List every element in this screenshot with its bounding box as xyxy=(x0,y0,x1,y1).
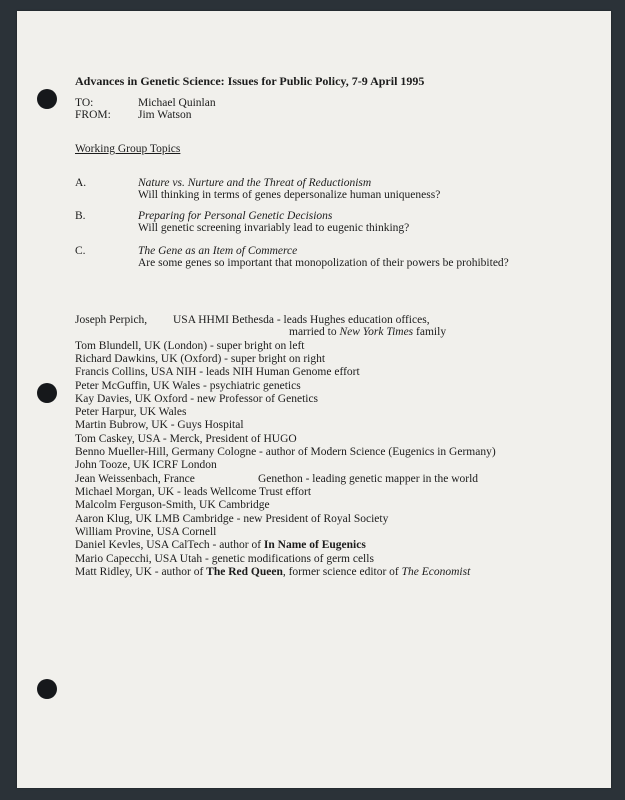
participant-entry: Aaron Klug, UK LMB Cambridge - new President of Royal Society xyxy=(75,513,389,525)
topic-question: Will genetic screening invariably lead to eugenic thinking? xyxy=(138,222,410,234)
participant-entry: Michael Morgan, UK - leads Wellcome Trust effort xyxy=(75,486,312,498)
participant-entry: Mario Capecchi, USA Utah - genetic modifications of germ cells xyxy=(75,553,374,565)
topic-title: Preparing for Personal Genetic Decisions xyxy=(138,210,333,222)
participant-entry: Peter McGuffin, UK Wales - psychiatric genetics xyxy=(75,380,301,392)
participant-desc: Genethon - leading genetic mapper in the world xyxy=(258,473,479,485)
topic-letter: B. xyxy=(75,210,86,222)
text-part: married to xyxy=(289,326,340,338)
punch-hole xyxy=(37,89,57,109)
participant-entry: Tom Blundell, UK (London) - super bright on left xyxy=(75,340,305,352)
topic-question: Are some genes so important that monopolization of their powers be prohibited? xyxy=(138,257,509,269)
participant-entry: Malcolm Ferguson-Smith, UK Cambridge xyxy=(75,499,270,511)
publication-title: New York Times xyxy=(339,326,414,338)
from-label: FROM: xyxy=(75,109,111,121)
book-title: In Name of Eugenics xyxy=(263,539,366,551)
to-label: TO: xyxy=(75,97,94,109)
topic-letter: A. xyxy=(75,177,87,189)
text-part: , former science editor of xyxy=(282,566,402,578)
punch-hole xyxy=(37,679,57,699)
participant-entry: William Provine, USA Cornell xyxy=(75,526,217,538)
topics-heading: Working Group Topics xyxy=(75,143,181,155)
participant-desc-continued xyxy=(289,326,446,339)
text-part: Matt Ridley, UK - author of xyxy=(75,566,207,578)
to-value: Michael Quinlan xyxy=(138,97,216,109)
participant-entry: John Tooze, UK ICRF London xyxy=(75,459,217,471)
topic-question: Will thinking in terms of genes depersonalize human uniqueness? xyxy=(138,189,441,201)
topic-title: Nature vs. Nurture and the Threat of Reductionism xyxy=(138,177,372,189)
book-title: The Red Queen xyxy=(206,566,283,578)
text-part: Daniel Kevles, USA CalTech - author of xyxy=(75,539,264,551)
participant-entry: Francis Collins, USA NIH - leads NIH Human Genome effort xyxy=(75,366,360,378)
participant-entry xyxy=(75,539,366,552)
from-value: Jim Watson xyxy=(138,109,192,121)
participant-name: Joseph Perpich, xyxy=(75,314,148,326)
participant-desc: USA HHMI Bethesda - leads Hughes education offices, xyxy=(173,314,430,326)
topic-letter: C. xyxy=(75,245,86,257)
participant-name: Jean Weissenbach, France xyxy=(75,473,195,485)
participant-entry: Kay Davies, UK Oxford - new Professor of Genetics xyxy=(75,393,319,405)
participant-entry xyxy=(75,566,470,579)
topic-title: The Gene as an Item of Commerce xyxy=(138,245,298,257)
participant-entry: Martin Bubrow, UK - Guys Hospital xyxy=(75,419,244,431)
document-page xyxy=(17,11,611,788)
punch-hole xyxy=(37,383,57,403)
publication-title: The Economist xyxy=(401,566,471,578)
participant-entry: Tom Caskey, USA - Merck, President of HUGO xyxy=(75,433,297,445)
participant-entry: Benno Mueller-Hill, Germany Cologne - author of Modern Science (Eugenics in Germany) xyxy=(75,446,496,458)
participant-entry: Richard Dawkins, UK (Oxford) - super bright on right xyxy=(75,353,326,365)
document-title: Advances in Genetic Science: Issues for Public Policy, 7-9 April 1995 xyxy=(75,74,425,88)
participant-entry: Peter Harpur, UK Wales xyxy=(75,406,187,418)
text-part: family xyxy=(413,326,447,338)
